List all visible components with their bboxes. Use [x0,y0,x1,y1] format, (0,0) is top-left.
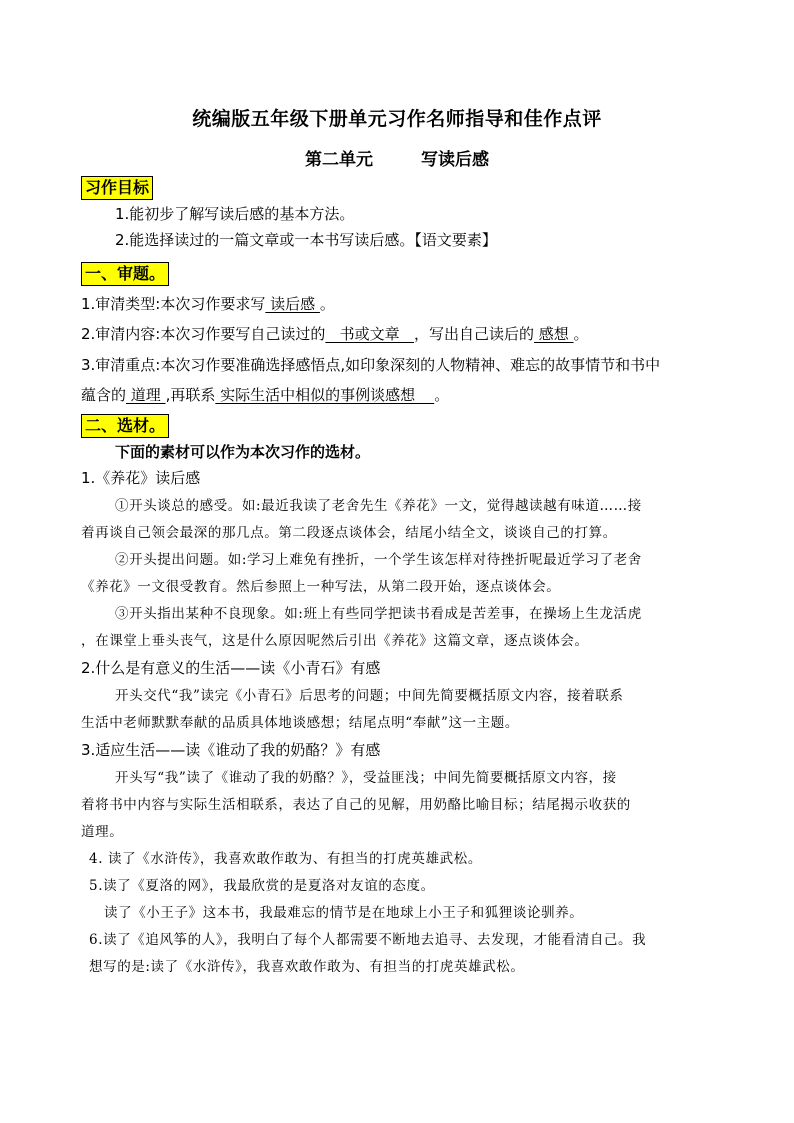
item2-title: 2.什么是有意义的生活——读《小青石》有感 [81,659,381,677]
item5b: 读了《小王子》这本书，我最难忘的情节是在地球上小王子和狐狸谈论驯养。 [104,905,584,921]
item6-line: 6.读了《追风筝的人》，我明白了每个人都需要不断地去追寻、去发现，才能看清自己。我 [89,932,647,948]
blank-answer: 实际生活中相似的事例谈感想 [215,386,435,404]
item1-line: ①开头谈总的感受。如:最近我读了老舍先生《养花》一文，觉得越读越有味道……接 [115,498,642,514]
material-label: 二、选材。 [81,414,169,438]
goal-item-2: 2.能选择读过的一篇文章或一本书写读后感。【语文要素】 [115,231,497,249]
item1-title: 1.《养花》读后感 [81,469,201,487]
goals-label: 习作目标 [81,176,153,200]
item1-line: ③开头指出某种不良现象。如:班上有些同学把读书看成是苦差事，在操场上生龙活虎 [115,606,642,622]
item1-line: ，在课堂上垂头丧气，这是什么原因呢然后引出《养花》这篇文章，逐点谈体会。 [81,633,589,649]
unit-topic: 写读后感 [421,150,489,170]
review-type-line: 1.审清类型:本次习作要求写 读后感 。 [81,295,335,313]
blank-answer: 感想 [534,325,574,343]
blank-answer: 书或文章 [325,325,414,343]
item3-line: 着将书中内容与实际生活相联系，表达了自己的见解，用奶酪比喻目标；结尾揭示收获的 [81,797,631,813]
item3-title: 3.适应生活——读《谁动了我的奶酪？》有感 [81,741,381,759]
item5: 5.读了《夏洛的网》，我最欣赏的是夏洛对友谊的态度。 [89,878,435,894]
item1-line: 《养花》一文很受教育。然后参照上一种写法，从第二段开始，逐点谈体会。 [81,579,561,595]
item1-line: ②开头提出问题。如:学习上难免有挫折，一个学生该怎样对待挫折呢最近学习了老舍 [115,552,642,568]
item3-line: 开头写“我”读了《谁动了我的奶酪？》，受益匪浅；中间先简要概括原文内容，接 [115,770,617,786]
goal-item-1: 1.能初步了解写读后感的基本方法。 [115,205,355,223]
item4: 4. 读了《水浒传》，我喜欢敢作敢为、有担当的打虎英雄武松。 [89,851,482,867]
unit-subtitle [0,145,794,170]
review-label: 一、审题。 [81,262,169,286]
material-intro: 下面的素材可以作为本次习作的选材。 [115,443,371,461]
item2-line: 开头交代“我”读完《小青石》后思考的问题；中间先简要概括原文内容，接着联系 [115,688,624,704]
blank-answer: 读后感 [265,295,320,313]
item3-line: 道理。 [81,824,124,840]
review-content-line: 2.审清内容:本次习作要写自己读过的 书或文章 ，写出自己读后的 感想 。 [81,325,589,343]
item1-line: 着再谈自己领会最深的那几点。第二段逐点谈体会，结尾小结全文，谈谈自己的打算。 [81,525,617,541]
page-title: 统编版五年级下册单元习作名师指导和佳作点评 [192,108,602,130]
item2-line: 生活中老师默默奉献的品质具体地谈感想；结尾点明“奉献”这一主题。 [81,715,520,731]
review-focus-line-1: 3.审清重点:本次习作要准确选择感悟点,如印象深刻的人物精神、难忘的故事情节和书中 [81,356,661,374]
unit-name: 第二单元 [305,150,373,170]
review-focus-line-2: 蕴含的 道理 ,再联系 实际生活中相似的事例谈感想 。 [81,386,450,404]
item6-line: 想写的是:读了《水浒传》，我喜欢敢作敢为、有担当的打虎英雄武松。 [89,959,525,975]
blank-answer: 道理 [126,386,166,404]
